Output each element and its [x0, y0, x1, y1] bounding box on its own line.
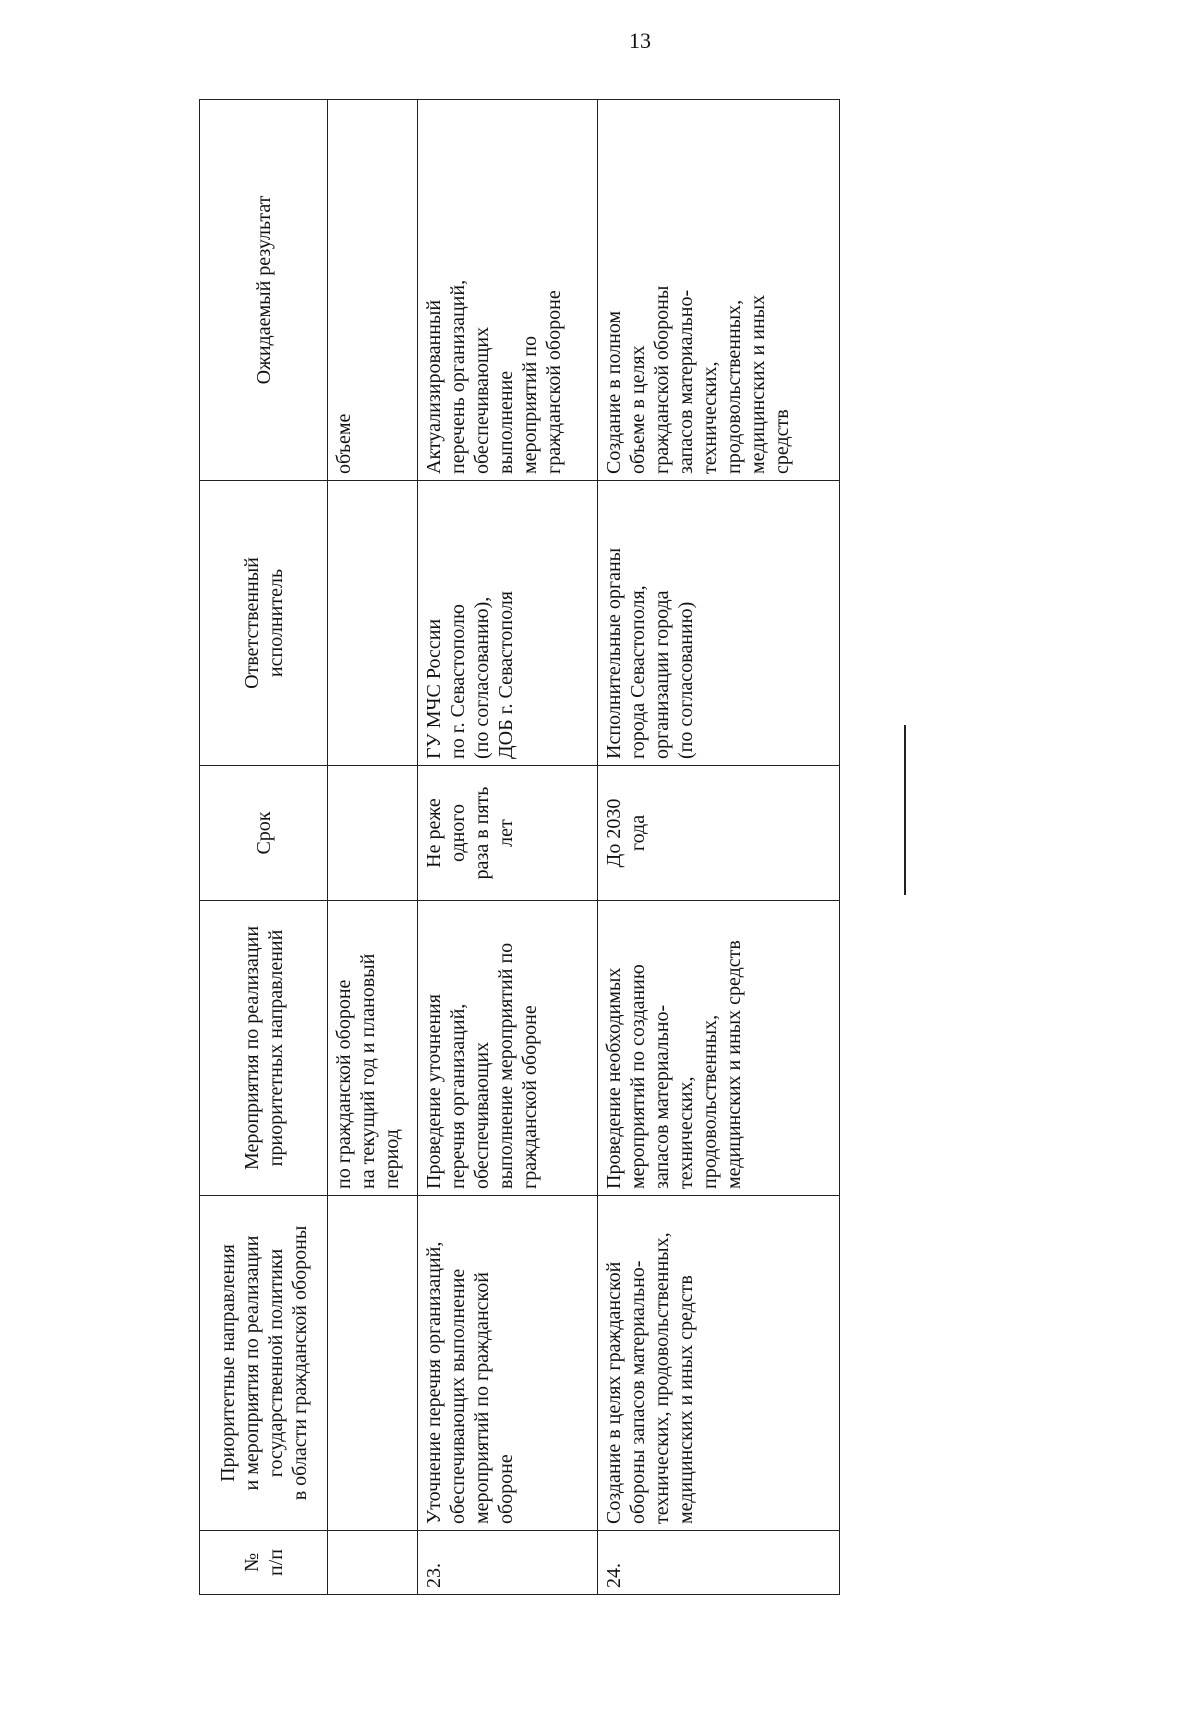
cell-priority: Создание в целях гражданской обороны запасов материально- технических, продовольственных, медицинских и иных средств	[598, 1196, 840, 1531]
cell-num: 24.	[598, 1531, 840, 1595]
header-term: Срок	[200, 766, 328, 901]
rotated-table-container	[199, 100, 839, 1595]
table-header-row	[200, 100, 328, 1595]
cell-result: объеме	[328, 100, 418, 481]
cell-term	[328, 766, 418, 901]
header-result: Ожидаемый результат	[200, 100, 328, 481]
cell-executor: Исполнительные органы города Севастополя, организации города (по согласованию)	[598, 481, 840, 766]
cell-result: Актуализированный перечень организаций, обеспечивающих выполнение мероприятий по гражданской обороне	[418, 100, 598, 481]
cell-result: Создание в полном объеме в целях гражданской обороны запасов материально- технических, продовольственных, медицинских и иных средств	[598, 100, 840, 481]
closing-separator-line	[904, 725, 906, 895]
cell-num	[328, 1531, 418, 1595]
header-priority: Приоритетные направления и мероприятия по реализации государственной политики в области гражданской обороны	[200, 1196, 328, 1531]
measures-table	[199, 99, 840, 1595]
cell-measures: Проведение уточнения перечня организаций, обеспечивающих выполнение мероприятий по гражданской обороне	[418, 901, 598, 1196]
cell-measures: Проведение необходимых мероприятий по созданию запасов материально- технических, продовольственных, медицинских и иных средств	[598, 901, 840, 1196]
table-row	[418, 100, 598, 1595]
cell-num: 23.	[418, 1531, 598, 1595]
table-row	[598, 100, 840, 1595]
cell-term: Не реже одного раза в пять лет	[418, 766, 598, 901]
page-number: 13	[629, 28, 651, 53]
rotated-table-frame	[199, 100, 839, 1595]
cell-executor: ГУ МЧС России по г. Севастополю (по согласованию), ДОБ г. Севастополя	[418, 481, 598, 766]
cell-term: До 2030 года	[598, 766, 840, 901]
header-executor: Ответственный исполнитель	[200, 481, 328, 766]
cell-priority	[328, 1196, 418, 1531]
cell-executor	[328, 481, 418, 766]
table-row	[328, 100, 418, 1595]
cell-measures: по гражданской обороне на текущий год и плановый период	[328, 901, 418, 1196]
cell-priority: Уточнение перечня организаций, обеспечивающих выполнение мероприятий по гражданской обороне	[418, 1196, 598, 1531]
header-measures: Мероприятия по реализации приоритетных направлений	[200, 901, 328, 1196]
header-num: № п/п	[200, 1531, 328, 1595]
